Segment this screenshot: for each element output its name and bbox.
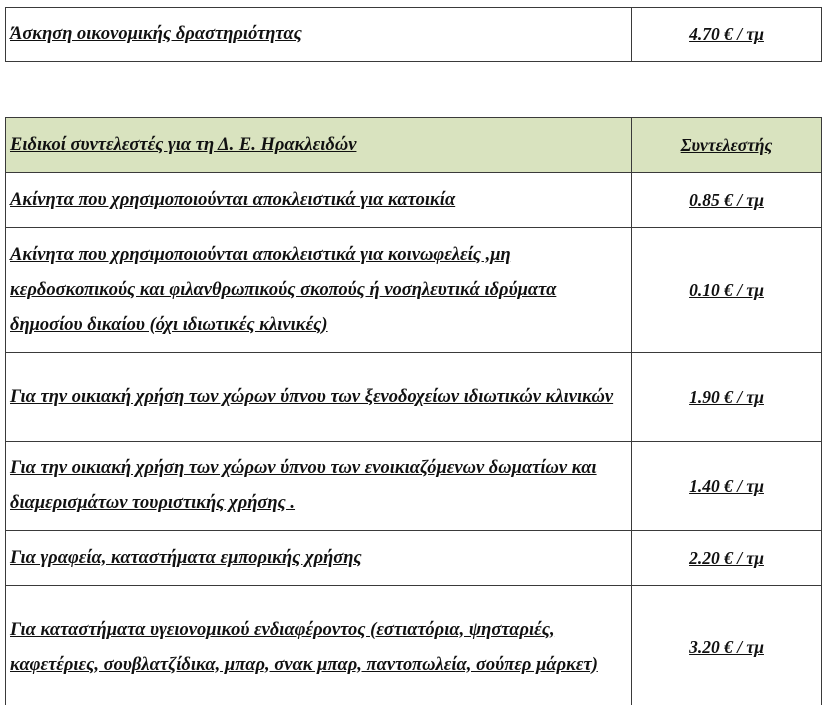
rate-value: 1.40 € / τμ [632,442,822,531]
rate-label: Ακίνητα που χρησιμοποιούνται αποκλειστικά για κατοικία [6,173,632,228]
table-header-row [6,118,822,173]
table-row [6,442,822,531]
rate-value: 2.20 € / τμ [632,531,822,586]
table-row [6,586,822,705]
table-row [6,531,822,586]
rate-value: 1.90 € / τμ [632,353,822,442]
rate-value: 3.20 € / τμ [632,586,822,705]
table-row [6,228,822,353]
table-row [6,8,822,62]
table-header-value: Συντελεστής [632,118,822,173]
rate-value: 0.85 € / τμ [632,173,822,228]
economic-activity-value: 4.70 € / τμ [632,8,822,62]
special-rates-table [5,117,822,705]
rate-label: Για την οικιακή χρήση των χώρων ύπνου των ξενοδοχείων ιδιωτικών κλινικών [6,353,632,442]
table-header-label: Ειδικοί συντελεστές για τη Δ. Ε. Ηρακλειδών [6,118,632,173]
rate-label: Για καταστήματα υγειονομικού ενδιαφέροντος (εστιατόρια, ψησταριές, καφετέριες, σουβλατζίδικα, μπαρ, σνακ μπαρ, παντοπωλεία, σούπερ μάρκετ) [6,586,632,705]
economic-activity-label: Άσκηση οικονομικής δραστηριότητας [6,8,632,62]
rate-label: Ακίνητα που χρησιμοποιούνται αποκλειστικά για κοινωφελείς ,μη κερδοσκοπικούς και φιλανθρωπικούς σκοπούς ή νοσηλευτικά ιδρύματα δημοσίου δικαίου (όχι ιδιωτικές κλινικές) [6,228,632,353]
rate-label: Για γραφεία, καταστήματα εμπορικής χρήσης [6,531,632,586]
table-row [6,173,822,228]
rate-label: Για την οικιακή χρήση των χώρων ύπνου των ενοικιαζόμενων δωματίων και διαμερισμάτων τουριστικής χρήσης . [6,442,632,531]
economic-activity-table [5,7,822,62]
table-row [6,353,822,442]
rate-value: 0.10 € / τμ [632,228,822,353]
